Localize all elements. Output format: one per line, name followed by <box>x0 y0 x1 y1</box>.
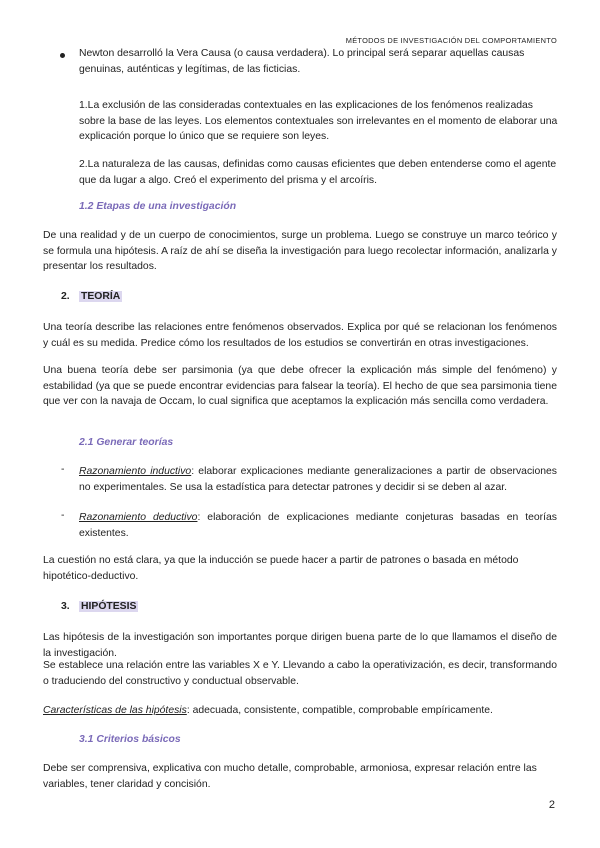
paragraph-caracteristicas <box>43 703 557 719</box>
paragraph-teoria-2: Una buena teoría debe ser parsimonia (ya que debe ofrecer la explicación más simple del fenómeno) y estabilidad (ya que se puede encontrar evidencias para falsear la teoría). El hecho de que sea parsimonia tiene que ver con la navaja de Occam, lo cual significa que aceptamos la explicación más sencilla como verdadera. <box>43 365 557 408</box>
paragraph-cuestion: La cuestión no está clara, ya que la inducción se puede hacer a partir de patrones o basada en método hipotético-deductivo. <box>43 555 519 582</box>
section-number: 3. <box>61 601 70 612</box>
subheading-2-1: 2.1 Generar teorías <box>79 437 174 448</box>
list-item-inductivo <box>79 464 557 495</box>
bullet-icon <box>60 53 65 58</box>
term-deductivo-text: : elaboración de explicaciones mediante conjeturas basadas en teorías existentes. <box>79 512 557 539</box>
paragraph-hipotesis-2: Se establece una relación entre las variables X e Y. Llevando a cabo la operativización, es decir, transformando o traduciendo del constructivo y conductual observable. <box>43 660 557 687</box>
paragraph-etapas: De una realidad y de un cuerpo de conocimientos, surge un problema. Luego se construye un marco teórico y se formula una hipótesis. A raíz de ahí se diseña la investigación para luego recolectar información, analizarla y presentar los resultados. <box>43 230 557 273</box>
term-caracteristicas: Características de las hipótesis <box>43 705 187 716</box>
paragraph-criterios: Debe ser comprensiva, explicativa con mucho detalle, comprobable, armoniosa, expresar relación entre las variables, tener claridad y concisión. <box>43 763 537 790</box>
intro-point-2: 2.La naturaleza de las causas, definidas como causas eficientes que deben entenderse como el agente que da lugar a algo. Creó el experimento del prisma y el arcoíris. <box>79 159 557 186</box>
list-dash: - <box>61 510 65 521</box>
running-header: MÉTODOS DE INVESTIGACIÓN DEL COMPORTAMIENTO <box>345 36 557 45</box>
term-caracteristicas-text: : adecuada, consistente, compatible, comprobable empíricamente. <box>186 705 493 716</box>
intro-point-1: 1.La exclusión de las consideradas contextuales en las explicaciones de los fenómenos realizadas sobre la base de las leyes. Los elementos contextuales son irrelevantes en el momento de elaborar una explicación porque lo único que se requiere son leyes. <box>79 100 558 143</box>
paragraph-teoria-1: Una teoría describe las relaciones entre fenómenos observados. Explica por qué se relacionan los fenómenos y cuál es su medida. Predice cómo los resultados de los estudios se convertirán en otras investigaciones. <box>43 322 557 349</box>
term-deductivo: Razonamiento deductivo <box>79 512 198 523</box>
subheading-3-1: 3.1 Criterios básicos <box>79 734 181 745</box>
section-number: 2. <box>61 291 70 302</box>
paragraph-hipotesis-1: Las hipótesis de la investigación son importantes porque dirigen buena parte de lo que llamamos el diseño de la investigación. <box>43 632 557 659</box>
page-number: 2 <box>548 799 555 811</box>
subheading-1-2: 1.2 Etapas de una investigación <box>79 201 237 212</box>
section-title: HIPÓTESIS <box>81 601 137 612</box>
intro-bullet-text: Newton desarrolló la Vera Causa (o causa verdadera). Lo principal será separar aquellas causas genuinas, auténticas y legítimas, de las ficticias. <box>79 48 525 75</box>
list-dash: - <box>61 464 65 475</box>
section-heading-hipotesis <box>61 601 138 612</box>
term-inductivo: Razonamiento inductivo <box>79 466 192 477</box>
section-heading-teoria <box>61 291 122 302</box>
section-title: TEORÍA <box>81 291 121 302</box>
term-inductivo-text: : elaborar explicaciones mediante generalizaciones a partir de observaciones no experimentales. Se usa la estadística para detectar patrones y decidir si se deben al azar. <box>79 466 557 493</box>
list-item-deductivo <box>79 510 557 541</box>
